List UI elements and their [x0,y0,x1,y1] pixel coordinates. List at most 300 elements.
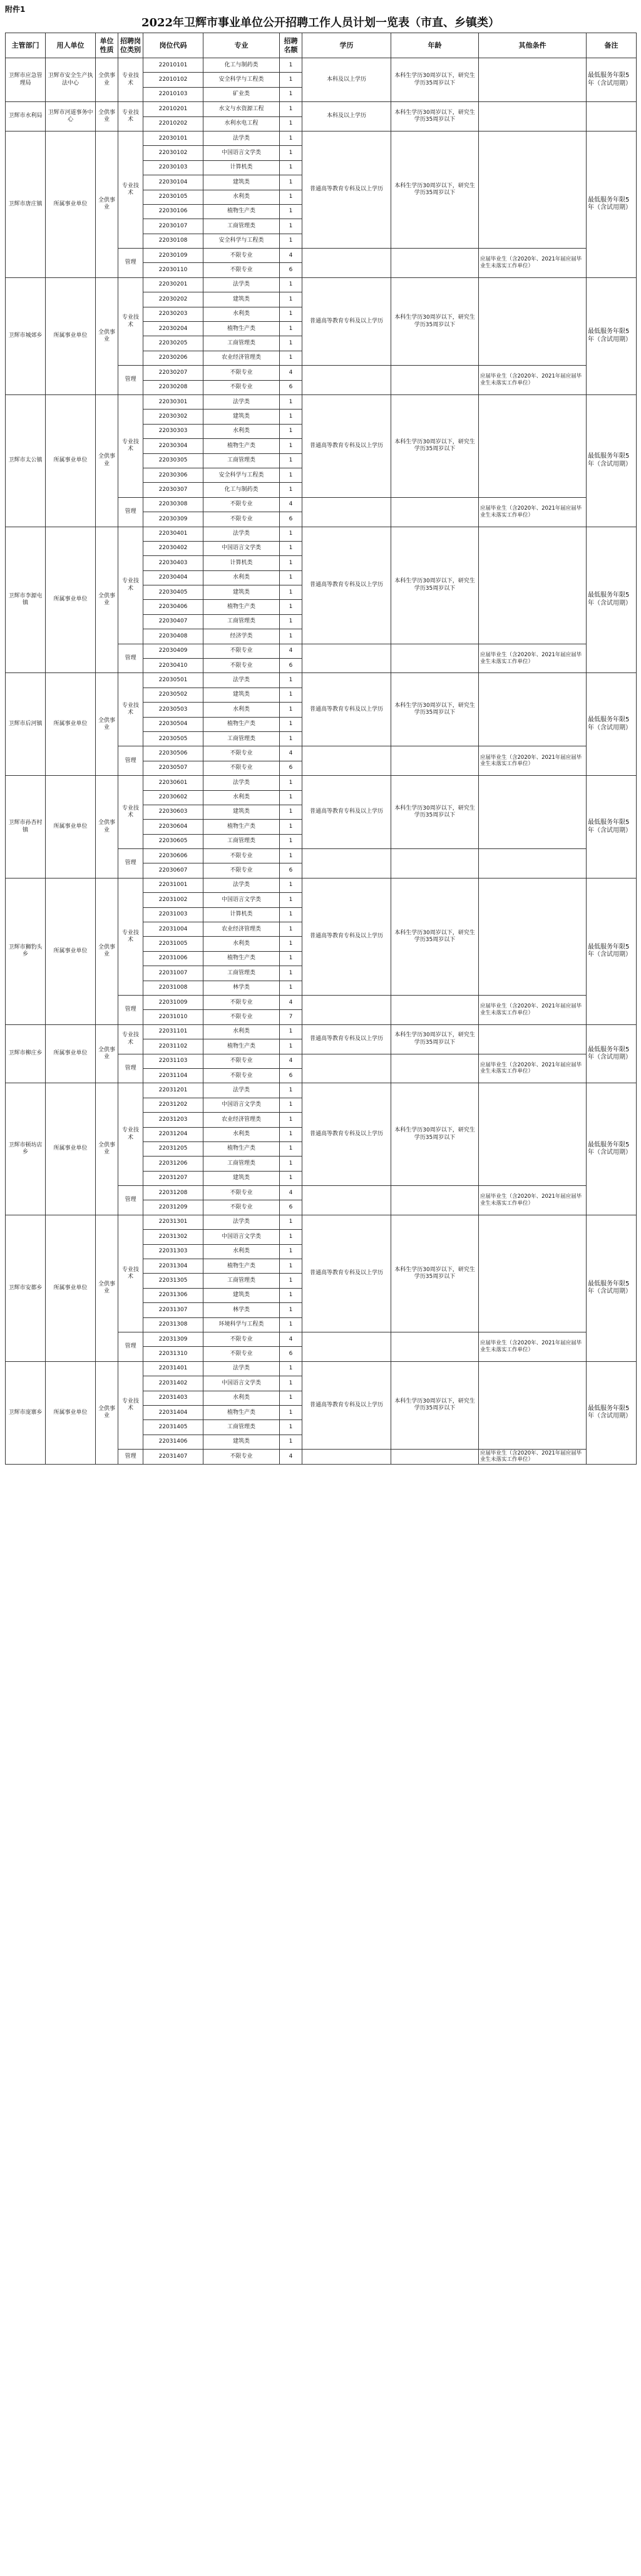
major-cell: 中国语言文学类 [203,541,280,555]
other-cell [479,58,587,102]
age-cell: 本科生学历30周岁以下，研究生学历35周岁以下 [391,394,479,497]
edu-cell [302,849,391,878]
other-cell [479,1083,587,1186]
other-cell: 应届毕业生（含2020年、2021年届应届毕业生未落实工作单位） [479,366,587,395]
count-cell: 1 [280,1244,302,1259]
major-cell: 水利类 [203,1244,280,1259]
code-cell: 22030607 [143,863,203,878]
count-cell: 4 [280,996,302,1010]
code-cell: 22030407 [143,614,203,629]
code-cell: 22030102 [143,146,203,160]
count-cell: 1 [280,410,302,424]
major-cell: 植物生产类 [203,204,280,219]
category-cell: 专业技术 [118,776,143,849]
count-cell: 1 [280,307,302,321]
other-cell [479,1024,587,1054]
table-row [6,394,637,409]
count-cell: 1 [280,1274,302,1288]
unit-cell: 所属事业单位 [46,1024,96,1083]
edu-cell [302,996,391,1025]
code-cell: 22030402 [143,541,203,555]
major-cell: 林学类 [203,981,280,995]
unit-cell: 卫辉市安全生产执法中心 [46,58,96,102]
major-cell: 工商管理类 [203,966,280,981]
code-cell: 22030201 [143,277,203,292]
code-cell: 22030203 [143,307,203,321]
edu-cell: 普通高等教育专科及以上学历 [302,1215,391,1332]
remark-cell: 最低服务年限5年（含试用期） [587,394,637,527]
major-cell: 环境科学与工程类 [203,1317,280,1332]
unit-cell: 所属事业单位 [46,1215,96,1361]
other-cell [479,1361,587,1449]
count-cell: 1 [280,629,302,644]
age-cell: 本科生学历30周岁以下，研究生学历35周岁以下 [391,878,479,995]
major-cell: 法学类 [203,1215,280,1229]
category-cell: 管理 [118,644,143,673]
code-cell: 22030403 [143,556,203,570]
other-cell [479,277,587,365]
code-cell: 22031009 [143,996,203,1010]
code-cell: 22031310 [143,1347,203,1361]
table-body [6,58,637,1465]
code-cell: 22031008 [143,981,203,995]
count-cell: 1 [280,805,302,819]
major-cell: 植物生产类 [203,1405,280,1419]
remark-cell: 最低服务年限5年（含试用期） [587,1215,637,1361]
code-cell: 22031007 [143,966,203,981]
header-age: 年龄 [391,33,479,58]
header-nature: 单位性质 [96,33,118,58]
table-row [6,58,637,73]
code-cell: 22031102 [143,1039,203,1054]
edu-cell: 普通高等教育专科及以上学历 [302,131,391,248]
table-row [6,673,637,688]
nature-cell: 全供事业 [96,673,118,776]
dept-cell: 卫辉市孙杏村镇 [6,776,46,878]
code-cell: 22030507 [143,761,203,775]
count-cell: 1 [280,1391,302,1405]
header-count: 招聘名额 [280,33,302,58]
code-cell: 22030410 [143,659,203,673]
count-cell: 1 [280,1288,302,1302]
nature-cell: 全供事业 [96,776,118,878]
major-cell: 水利类 [203,937,280,951]
code-cell: 22030306 [143,468,203,482]
code-cell: 22010202 [143,116,203,131]
count-cell: 1 [280,219,302,234]
age-cell: 本科生学历30周岁以下，研究生学历35周岁以下 [391,527,479,644]
count-cell: 1 [280,1157,302,1171]
count-cell: 1 [280,453,302,468]
major-cell: 植物生产类 [203,717,280,731]
other-cell: 应届毕业生（含2020年、2021年届应届毕业生未落实工作单位） [479,1186,587,1215]
major-cell: 法学类 [203,1361,280,1376]
code-cell: 22031207 [143,1171,203,1185]
unit-cell: 所属事业单位 [46,394,96,527]
code-cell: 22030405 [143,585,203,600]
age-cell [391,1186,479,1215]
count-cell: 1 [280,1303,302,1317]
major-cell: 建筑类 [203,585,280,600]
code-cell: 22030110 [143,263,203,277]
category-cell: 管理 [118,1332,143,1361]
code-cell: 22031402 [143,1376,203,1391]
count-cell: 1 [280,1083,302,1098]
category-cell: 专业技术 [118,527,143,644]
code-cell: 22031010 [143,1010,203,1024]
age-cell: 本科生学历30周岁以下，研究生学历35周岁以下 [391,673,479,746]
count-cell: 1 [280,1259,302,1274]
table-row [6,527,637,541]
code-cell: 22010103 [143,87,203,101]
code-cell: 22030109 [143,249,203,263]
dept-cell: 卫辉市唐庄镇 [6,131,46,277]
code-cell: 22030307 [143,483,203,497]
major-cell: 水文与水资源工程 [203,102,280,116]
age-cell: 本科生学历30周岁以下，研究生学历35周岁以下 [391,1024,479,1054]
count-cell: 1 [280,703,302,717]
count-cell: 6 [280,761,302,775]
code-cell: 22030105 [143,190,203,204]
major-cell: 建筑类 [203,1435,280,1449]
edu-cell [302,366,391,395]
age-cell [391,366,479,395]
code-cell: 22030208 [143,380,203,394]
edu-cell: 普通高等教育专科及以上学历 [302,1083,391,1186]
major-cell: 不限专业 [203,512,280,527]
header-major: 专业 [203,33,280,58]
major-cell: 不限专业 [203,1068,280,1083]
other-cell [479,394,587,497]
edu-cell [302,644,391,673]
age-cell: 本科生学历30周岁以下，研究生学历35周岁以下 [391,102,479,131]
count-cell: 4 [280,366,302,380]
table-row [6,1361,637,1376]
code-cell: 22031103 [143,1054,203,1068]
remark-cell: 最低服务年限5年（含试用期） [587,673,637,776]
header-other: 其他条件 [479,33,587,58]
major-cell: 建筑类 [203,175,280,190]
nature-cell: 全供事业 [96,394,118,527]
other-cell [479,776,587,849]
edu-cell [302,1186,391,1215]
nature-cell: 全供事业 [96,878,118,1024]
count-cell: 1 [280,102,302,116]
category-cell: 管理 [118,996,143,1025]
code-cell: 22030503 [143,703,203,717]
code-cell: 22030107 [143,219,203,234]
code-cell: 22031003 [143,907,203,922]
code-cell: 22030303 [143,424,203,438]
major-cell: 安全科学与工程类 [203,73,280,87]
code-cell: 22030401 [143,527,203,541]
edu-cell: 普通高等教育专科及以上学历 [302,1024,391,1054]
count-cell: 1 [280,73,302,87]
table-row [6,1215,637,1229]
category-cell: 专业技术 [118,1361,143,1449]
major-cell: 水利类 [203,307,280,321]
category-cell: 专业技术 [118,58,143,102]
count-cell: 1 [280,556,302,570]
code-cell: 22031202 [143,1098,203,1112]
edu-cell: 普通高等教育专科及以上学历 [302,394,391,497]
count-cell: 1 [280,1141,302,1156]
code-cell: 22031308 [143,1317,203,1332]
count-cell: 4 [280,644,302,658]
code-cell: 22031004 [143,922,203,937]
dept-cell: 卫辉市狮豹头乡 [6,878,46,1024]
major-cell: 植物生产类 [203,1259,280,1274]
dept-cell: 卫辉市应急管理局 [6,58,46,102]
code-cell: 22030106 [143,204,203,219]
unit-cell: 所属事业单位 [46,1083,96,1215]
count-cell: 1 [280,204,302,219]
unit-cell: 所属事业单位 [46,277,96,394]
edu-cell: 普通高等教育专科及以上学历 [302,673,391,746]
other-cell: 应届毕业生（含2020年、2021年届应届毕业生未落实工作单位） [479,1450,587,1464]
code-cell: 22030202 [143,292,203,307]
count-cell: 1 [280,190,302,204]
count-cell: 1 [280,717,302,731]
major-cell: 水利类 [203,1391,280,1405]
code-cell: 22010102 [143,73,203,87]
count-cell: 6 [280,263,302,277]
other-cell [479,131,587,248]
major-cell: 中国语言文学类 [203,1230,280,1244]
age-cell [391,849,479,878]
code-cell: 22031303 [143,1244,203,1259]
major-cell: 中国语言文学类 [203,1376,280,1391]
edu-cell: 普通高等教育专科及以上学历 [302,1361,391,1449]
category-cell: 专业技术 [118,394,143,497]
count-cell: 1 [280,1113,302,1127]
code-cell: 22031307 [143,1303,203,1317]
remark-cell: 最低服务年限5年（含试用期） [587,131,637,277]
table-header-row [6,33,637,58]
edu-cell: 普通高等教育专科及以上学历 [302,878,391,995]
code-cell: 22030604 [143,820,203,834]
major-cell: 不限专业 [203,1332,280,1346]
table-row [6,1024,637,1039]
count-cell: 1 [280,87,302,101]
table-row [6,277,637,292]
nature-cell: 全供事业 [96,102,118,131]
unit-cell: 卫辉市河道事务中心 [46,102,96,131]
major-cell: 建筑类 [203,688,280,702]
nature-cell: 全供事业 [96,1083,118,1215]
count-cell: 6 [280,380,302,394]
code-cell: 22031002 [143,893,203,907]
other-cell [479,673,587,746]
major-cell: 植物生产类 [203,439,280,453]
age-cell: 本科生学历30周岁以下，研究生学历35周岁以下 [391,776,479,849]
count-cell: 6 [280,1200,302,1215]
code-cell: 22031305 [143,1274,203,1288]
unit-cell: 所属事业单位 [46,878,96,1024]
edu-cell: 本科及以上学历 [302,102,391,131]
major-cell: 不限专业 [203,1347,280,1361]
age-cell [391,746,479,776]
code-cell: 22031005 [143,937,203,951]
major-cell: 工商管理类 [203,731,280,746]
remark-cell: 最低服务年限5年（含试用期） [587,58,637,102]
unit-cell: 所属事业单位 [46,1361,96,1464]
major-cell: 法学类 [203,277,280,292]
count-cell: 1 [280,424,302,438]
category-cell: 管理 [118,1054,143,1083]
major-cell: 水利类 [203,570,280,585]
count-cell: 1 [280,1039,302,1054]
major-cell: 工商管理类 [203,834,280,848]
major-cell: 不限专业 [203,497,280,512]
age-cell: 本科生学历30周岁以下，研究生学历35周岁以下 [391,277,479,365]
count-cell: 1 [280,878,302,892]
count-cell: 1 [280,849,302,863]
major-cell: 不限专业 [203,644,280,658]
code-cell: 22031209 [143,1200,203,1215]
nature-cell: 全供事业 [96,131,118,277]
count-cell: 1 [280,820,302,834]
count-cell: 4 [280,1450,302,1464]
age-cell [391,497,479,527]
major-cell: 不限专业 [203,366,280,380]
dept-cell: 卫辉市柳庄乡 [6,1024,46,1083]
major-cell: 植物生产类 [203,1141,280,1156]
major-cell: 矿业类 [203,87,280,101]
major-cell: 工商管理类 [203,453,280,468]
dept-cell: 卫辉市庞寨乡 [6,1361,46,1464]
category-cell: 管理 [118,849,143,878]
header-category: 招聘岗位类别 [118,33,143,58]
remark-cell: 最低服务年限5年（含试用期） [587,1083,637,1215]
annex-label: 附件1 [5,5,26,14]
major-cell: 法学类 [203,878,280,892]
major-cell: 化工与制药类 [203,483,280,497]
edu-cell: 普通高等教育专科及以上学历 [302,527,391,644]
code-cell: 22031206 [143,1157,203,1171]
table-row [6,1083,637,1098]
age-cell [391,1054,479,1083]
code-cell: 22031301 [143,1215,203,1229]
unit-cell: 所属事业单位 [46,527,96,673]
dept-cell: 卫辉市李源屯镇 [6,527,46,673]
code-cell: 22030605 [143,834,203,848]
count-cell: 1 [280,322,302,336]
remark-cell: 最低服务年限5年（含试用期） [587,878,637,1024]
category-cell: 专业技术 [118,673,143,746]
count-cell: 1 [280,688,302,702]
major-cell: 不限专业 [203,849,280,863]
code-cell: 22030305 [143,453,203,468]
count-cell: 1 [280,394,302,409]
major-cell: 不限专业 [203,1186,280,1200]
count-cell: 1 [280,175,302,190]
count-cell: 4 [280,1054,302,1068]
code-cell: 22031101 [143,1024,203,1039]
count-cell: 1 [280,58,302,73]
category-cell: 管理 [118,1186,143,1215]
major-cell: 不限专业 [203,263,280,277]
age-cell: 本科生学历30周岁以下，研究生学历35周岁以下 [391,1215,479,1332]
major-cell: 农业经济管理类 [203,351,280,365]
code-cell: 22031404 [143,1405,203,1419]
category-cell: 管理 [118,746,143,776]
code-cell: 22031204 [143,1127,203,1141]
other-cell: 应届毕业生（含2020年、2021年届应届毕业生未落实工作单位） [479,497,587,527]
count-cell: 1 [280,893,302,907]
count-cell: 1 [280,1420,302,1435]
count-cell: 1 [280,292,302,307]
age-cell [391,996,479,1025]
major-cell: 建筑类 [203,410,280,424]
code-cell: 22031201 [143,1083,203,1098]
major-cell: 计算机类 [203,160,280,175]
code-cell: 22030408 [143,629,203,644]
other-cell [479,102,587,131]
count-cell: 1 [280,1361,302,1376]
count-cell: 1 [280,981,302,995]
major-cell: 中国语言文学类 [203,893,280,907]
code-cell: 22030206 [143,351,203,365]
count-cell: 1 [280,834,302,848]
count-cell: 1 [280,1171,302,1185]
edu-cell [302,497,391,527]
major-cell: 水利类 [203,190,280,204]
header-dept: 主管部门 [6,33,46,58]
recruitment-table [5,33,637,1465]
header-code: 岗位代码 [143,33,203,58]
major-cell: 计算机类 [203,556,280,570]
major-cell: 不限专业 [203,249,280,263]
major-cell: 工商管理类 [203,336,280,351]
major-cell: 安全科学与工程类 [203,468,280,482]
count-cell: 1 [280,483,302,497]
count-cell: 1 [280,336,302,351]
count-cell: 6 [280,512,302,527]
major-cell: 经济学类 [203,629,280,644]
code-cell: 22031006 [143,951,203,966]
code-cell: 22031405 [143,1420,203,1435]
major-cell: 不限专业 [203,380,280,394]
nature-cell: 全供事业 [96,1361,118,1464]
age-cell: 本科生学历30周岁以下，研究生学历35周岁以下 [391,1083,479,1186]
count-cell: 1 [280,1098,302,1112]
major-cell: 不限专业 [203,761,280,775]
category-cell: 管理 [118,366,143,395]
unit-cell: 所属事业单位 [46,673,96,776]
major-cell: 中国语言文学类 [203,1098,280,1112]
nature-cell: 全供事业 [96,1024,118,1083]
unit-cell: 所属事业单位 [46,131,96,277]
count-cell: 1 [280,570,302,585]
major-cell: 水利类 [203,703,280,717]
count-cell: 7 [280,1010,302,1024]
remark-cell: 最低服务年限5年（含试用期） [587,1024,637,1083]
major-cell: 水利类 [203,1024,280,1039]
code-cell: 22030601 [143,776,203,790]
dept-cell: 卫辉市城郊乡 [6,277,46,394]
count-cell: 1 [280,527,302,541]
count-cell: 1 [280,351,302,365]
major-cell: 水利水电工程 [203,116,280,131]
category-cell: 专业技术 [118,102,143,131]
count-cell: 1 [280,131,302,145]
category-cell: 专业技术 [118,1024,143,1054]
code-cell: 22030204 [143,322,203,336]
count-cell: 1 [280,541,302,555]
age-cell: 本科生学历30周岁以下，研究生学历35周岁以下 [391,131,479,248]
code-cell: 22030302 [143,410,203,424]
